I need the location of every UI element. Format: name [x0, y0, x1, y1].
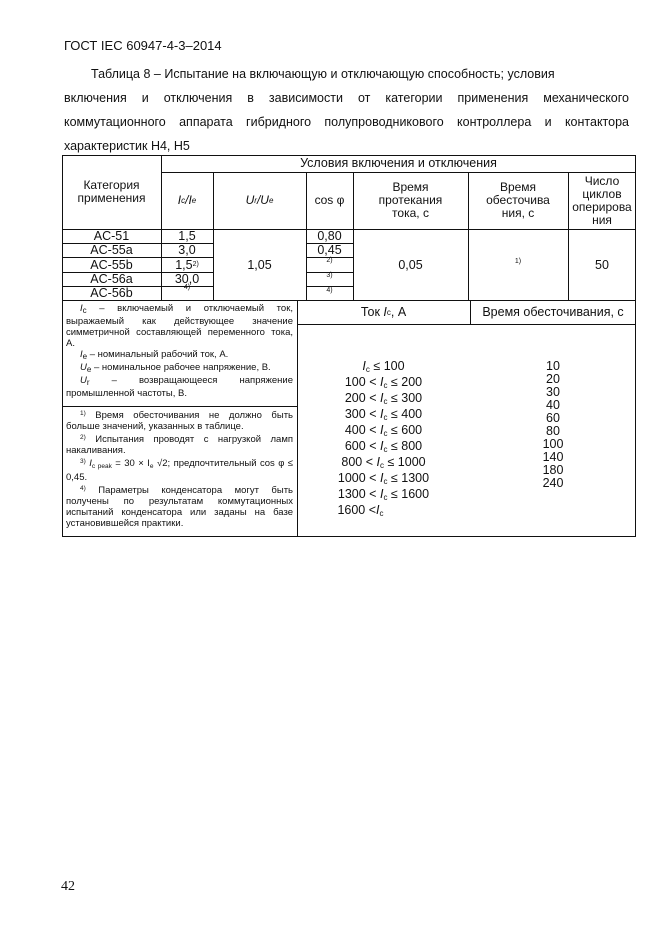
current-time-value: 0,05 [398, 257, 423, 272]
footnote-text: = 30 × I [111, 458, 150, 469]
current-range-text: ≤ 400 [387, 407, 423, 421]
header-ur-ue [213, 172, 306, 229]
current-var: I [379, 487, 384, 501]
current-range-item [297, 360, 470, 376]
cos-cell: 0,80 [317, 229, 342, 243]
current-var: I [379, 471, 384, 485]
footnote-sub: c peak [91, 463, 112, 470]
ratio-value: 1,5 [175, 257, 193, 272]
current-range-text: 1000 < [337, 471, 380, 485]
current-range-text: ≤ 1300 [387, 471, 430, 485]
footnote-mark: 2) [80, 434, 86, 441]
current-var-sub: c [383, 397, 388, 406]
deenergize-time-item: 10 [546, 359, 560, 373]
current-range-text: 400 < [344, 423, 380, 437]
current-range-text: 1600 < [337, 503, 377, 517]
note-text: – включаемый и отключаемый ток, выражаемый как действующее значение симметричной составляющей переменного тока, А. [66, 303, 293, 349]
current-var-sub: c [379, 509, 384, 518]
deenergize-time-item: 20 [546, 372, 560, 386]
deenergize-time-item: 60 [546, 411, 560, 425]
current-range-text: ≤ 600 [387, 423, 423, 437]
ratio-sub: e [191, 196, 197, 205]
header-cycles: Число циклов оперирова ния [572, 173, 632, 227]
footnote-2 [66, 432, 293, 456]
ratio-cell [161, 257, 213, 272]
subheader-current-label: Ток [360, 305, 384, 319]
note-text: – возвращающееся напряжение промышленной частоты, В. [66, 375, 293, 399]
group-header: Условия включения и отключения [300, 156, 497, 170]
subheader-current-var: I [383, 305, 387, 319]
ratio-sub: c [181, 196, 186, 205]
note-text: – номинальное рабочее напряжение, В. [91, 362, 271, 373]
note-var: I [80, 303, 83, 314]
ratio-value: 3,0 [178, 243, 196, 257]
deenergize-time-item: 240 [542, 476, 564, 490]
ratio-value: 30,0 [174, 272, 200, 286]
footnote-text: √2; предпочтительный cos φ ≤ 0,45. [66, 458, 294, 483]
header-category: Категория применения [77, 178, 146, 205]
ur-ue-value: 1,05 [247, 257, 272, 272]
current-var-sub: c [379, 461, 384, 470]
note-ie [66, 349, 293, 362]
caption-line-2: включения и отключения в зависимости от категории применения механического [64, 91, 629, 105]
header-cos-phi: cos φ [314, 193, 345, 207]
ratio-footnote-ref: 2) [192, 261, 199, 268]
current-var-sub: c [383, 477, 388, 486]
header-current-time: Время протекания тока, с [378, 180, 443, 220]
footnote-var: I [89, 458, 92, 469]
note-text: – номинальный рабочий ток, А. [87, 349, 229, 360]
current-var-sub: c [383, 381, 388, 390]
ratio-slash: /U [256, 193, 269, 207]
subheader-current [297, 300, 470, 324]
current-var: I [379, 391, 384, 405]
current-range-item [297, 376, 470, 392]
ratio-cell [161, 229, 213, 243]
subheader-time: Время обесточивания, с [482, 305, 624, 319]
current-var-sub: c [383, 493, 388, 502]
deenergize-footnote-ref: 1) [514, 258, 522, 265]
current-range-text: 100 < [344, 375, 380, 389]
note-sub: e [82, 352, 88, 361]
footnote-mark: 4) [80, 485, 86, 492]
category-cell: AC-56b [90, 286, 133, 300]
ratio-footnote-ref: 4) [183, 284, 191, 291]
current-var-sub: c [365, 365, 370, 374]
rule [297, 324, 636, 325]
current-range-text: ≤ 100 [369, 359, 405, 373]
footnote-sub: e [149, 463, 154, 470]
current-range-text: ≤ 800 [387, 439, 423, 453]
cos-cell: 0,45 [317, 243, 342, 257]
header-deenergize-time: Время обесточива ния, с [486, 180, 550, 220]
current-range-list [297, 360, 470, 520]
ratio-u: U [245, 193, 255, 207]
current-range-item [297, 456, 470, 472]
caption-line-3: коммутационного аппарата гибридного полупроводникового контроллера и контактора [64, 115, 629, 129]
caption-line-1: Таблица 8 – Испытание на включающую и отключающую способность; условия [91, 67, 555, 81]
subheader-current-sub: c [386, 307, 391, 317]
current-range-item [297, 424, 470, 440]
note-sub: e [86, 365, 92, 374]
ratio-slash: /I [185, 193, 192, 207]
footnote-text: Испытания проводят с нагрузкой ламп накаливания. [66, 434, 293, 456]
cos-footnote-ref: 2) [326, 257, 333, 264]
footnote-text: Параметры конденсатора могут быть получены по результатам коммутационных испытаний конденсатора или заданы на базе установившейся практики. [66, 485, 293, 529]
current-range-text: ≤ 1600 [387, 487, 430, 501]
category-cell: AC-55b [90, 257, 133, 272]
category-cell: AC-56a [90, 272, 133, 286]
note-ue [66, 362, 293, 375]
current-var-sub: c [383, 429, 388, 438]
current-var-sub: c [383, 445, 388, 454]
current-var: I [376, 455, 380, 469]
footnote-mark: 3) [80, 458, 86, 465]
current-range-text: 800 < [341, 455, 377, 469]
deenergize-time-item: 100 [542, 437, 564, 451]
footnote-text: Время обесточивания не должно быть больше значений, указанных в таблице. [66, 410, 293, 432]
current-range-text: ≤ 200 [387, 375, 423, 389]
deenergize-time-item: 140 [542, 450, 564, 464]
cos-footnote-ref: 4) [326, 287, 333, 294]
deenergize-time-item: 30 [546, 385, 560, 399]
header-ic-ie [161, 172, 213, 229]
category-cell: AC-51 [93, 229, 130, 243]
cycles-value: 50 [595, 257, 609, 272]
current-range-item [297, 488, 470, 504]
ratio-i: I [177, 193, 182, 207]
caption-line-4: характеристик H4, H5 [64, 139, 190, 153]
current-var: I [379, 375, 384, 389]
current-var: I [362, 359, 366, 373]
document-code: ГОСТ IEC 60947-4-3–2014 [64, 38, 222, 53]
table-caption [64, 62, 629, 158]
current-range-item [297, 504, 470, 520]
deenergize-time-list [470, 360, 636, 490]
ratio-value: 1,5 [178, 229, 196, 243]
current-var: I [379, 439, 384, 453]
deenergize-time-item: 40 [546, 398, 560, 412]
current-range-item [297, 440, 470, 456]
current-var: I [376, 503, 380, 517]
footnote-3 [66, 456, 293, 483]
footnote-4 [66, 483, 293, 529]
note-sub: r [86, 378, 90, 387]
current-range-item [297, 408, 470, 424]
current-range-text: 300 < [344, 407, 380, 421]
current-range-text: 200 < [344, 391, 380, 405]
current-var-sub: c [383, 413, 388, 422]
ratio-sub: e [268, 196, 274, 205]
current-var: I [379, 423, 384, 437]
current-range-text: 1300 < [337, 487, 380, 501]
note-var: I [80, 349, 83, 360]
deenergize-time-item: 180 [542, 463, 564, 477]
cos-footnote-ref: 3) [326, 272, 333, 279]
current-var: I [379, 407, 384, 421]
footnote-1 [66, 408, 293, 432]
note-var: U [80, 362, 87, 373]
ratio-cell [161, 243, 213, 257]
subheader-current-unit: , А [390, 305, 407, 319]
category-cell: AC-55a [90, 243, 133, 257]
footnote-mark: 1) [80, 410, 86, 417]
current-range-item [297, 392, 470, 408]
current-range-text: ≤ 1000 [383, 455, 426, 469]
note-ic [66, 303, 293, 349]
note-sub: c [82, 306, 87, 315]
current-range-text: 600 < [344, 439, 380, 453]
notes-definitions [66, 303, 293, 399]
page-number: 42 [61, 879, 75, 894]
rule [62, 406, 297, 407]
current-range-text: ≤ 300 [387, 391, 423, 405]
ratio-sub: r [254, 196, 257, 205]
note-ur [66, 375, 293, 399]
table-footnotes [66, 408, 293, 529]
current-range-item [297, 472, 470, 488]
deenergize-time-item: 80 [546, 424, 560, 438]
note-var: U [80, 375, 87, 386]
